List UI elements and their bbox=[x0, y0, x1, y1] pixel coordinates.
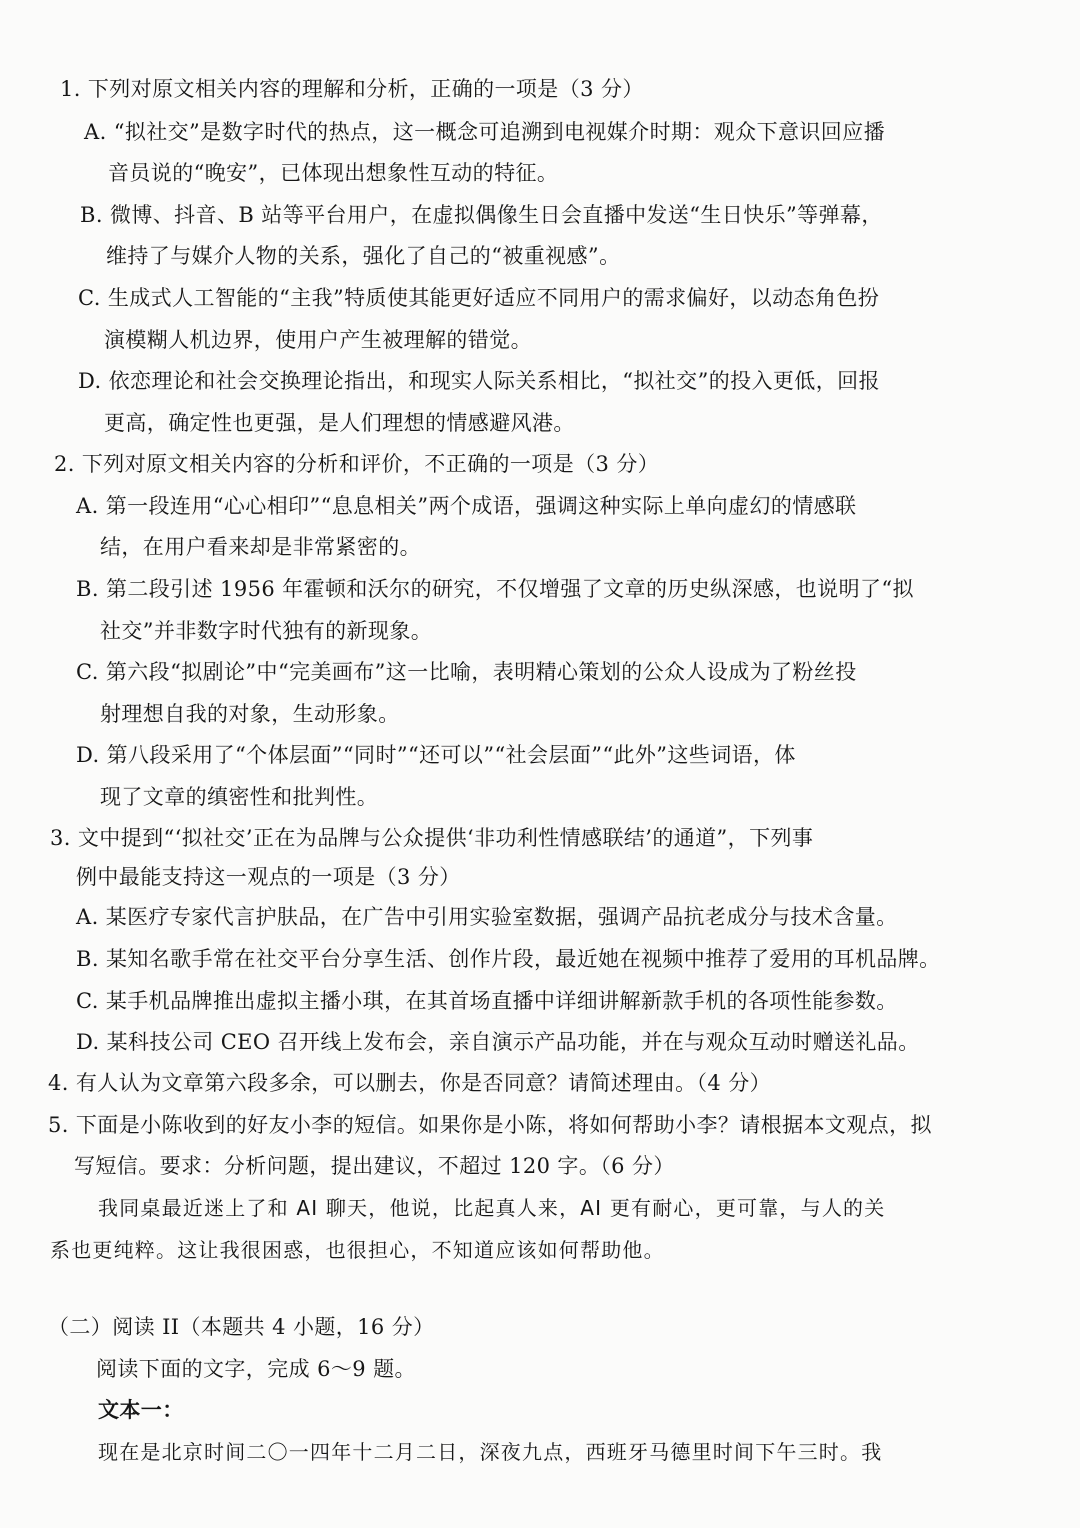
section-instruction: 阅读下面的文字，完成 6～9 题。 bbox=[96, 1357, 416, 1381]
text-one-first-line: 现在是北京时间二〇一四年十二月二日，深夜九点，西班牙马德里时间下午三时。我 bbox=[98, 1440, 883, 1464]
q5-message-line1: 我同桌最近迷上了和 AI 聊天，他说，比起真人来，AI 更有耐心，更可靠，与人的关 bbox=[98, 1196, 886, 1220]
q2-option-c-line1: C. 第六段“拟剧论”中“完美画布”这一比喻，表明精心策划的公众人设成为了粉丝投 bbox=[76, 660, 857, 684]
section-heading: （二）阅读 II（本题共 4 小题，16 分） bbox=[48, 1315, 435, 1339]
q2-option-a-line2: 结，在用户看来却是非常紧密的。 bbox=[100, 535, 421, 559]
q3-option-b: B. 某知名歌手常在社交平台分享生活、创作片段，最近她在视频中推荐了爱用的耳机品牌。 bbox=[76, 947, 941, 971]
q2-option-c-line2: 射理想自我的对象，生动形象。 bbox=[100, 702, 400, 726]
q1-option-b-line1: B. 微博、抖音、B 站等平台用户，在虚拟偶像生日会直播中发送“生日快乐”等弹幕， bbox=[80, 203, 883, 227]
q1-option-a-line1: A. “拟社交”是数字时代的热点，这一概念可追溯到电视媒介时期：观众下意识回应播 bbox=[84, 120, 885, 144]
q3-option-a: A. 某医疗专家代言护肤品，在广告中引用实验室数据，强调产品抗老成分与技术含量。 bbox=[76, 905, 898, 929]
q2-option-d-line2: 现了文章的缜密性和批判性。 bbox=[100, 785, 379, 809]
q1-option-d-line1: D. 依恋理论和社会交换理论指出，和现实人际关系相比，“拟社交”的投入更低，回报 bbox=[78, 369, 880, 393]
q4-stem: 4. 有人认为文章第六段多余，可以删去，你是否同意？请简述理由。（4 分） bbox=[48, 1071, 772, 1095]
q2-option-b-line1: B. 第二段引述 1956 年霍顿和沃尔的研究，不仅增强了文章的历史纵深感，也说明了“拟 bbox=[76, 577, 914, 601]
q3-stem-line2: 例中最能支持这一观点的一项是（3 分） bbox=[76, 865, 461, 889]
q1-option-b-line2: 维持了与媒介人物的关系，强化了自己的“被重视感”。 bbox=[106, 244, 621, 268]
q1-option-c-line1: C. 生成式人工智能的“主我”特质使其能更好适应不同用户的需求偏好，以动态角色扮 bbox=[78, 286, 880, 310]
text-one-label: 文本一： bbox=[98, 1397, 184, 1422]
q2-option-b-line2: 社交”并非数字时代独有的新现象。 bbox=[100, 619, 433, 643]
q5-stem-line1: 5. 下面是小陈收到的好友小李的短信。如果你是小陈，将如何帮助小李？请根据本文观点，拟 bbox=[48, 1113, 932, 1137]
q3-stem-line1: 3. 文中提到“‘拟社交’正在为品牌与公众提供‘非功利性情感联结’的通道”，下列事 bbox=[50, 826, 814, 850]
q1-option-c-line2: 演模糊人机边界，使用户产生被理解的错觉。 bbox=[104, 328, 532, 352]
q1-option-d-line2: 更高，确定性也更强，是人们理想的情感避风港。 bbox=[104, 411, 575, 435]
q1-option-a-line2: 音员说的“晚安”，已体现出想象性互动的特征。 bbox=[108, 161, 559, 185]
q2-stem: 2. 下列对原文相关内容的分析和评价，不正确的一项是（3 分） bbox=[54, 452, 660, 476]
q2-option-a-line1: A. 第一段连用“心心相印”“息息相关”两个成语，强调这种实际上单向虚幻的情感联 bbox=[76, 494, 857, 518]
q5-message-line2: 系也更纯粹。这让我很困惑，也很担心，不知道应该如何帮助他。 bbox=[50, 1238, 665, 1262]
q1-stem: 1. 下列对原文相关内容的理解和分析，正确的一项是（3 分） bbox=[60, 77, 644, 101]
q5-stem-line2: 写短信。要求：分析问题，提出建议，不超过 120 字。（6 分） bbox=[74, 1154, 675, 1178]
q3-option-c: C. 某手机品牌推出虚拟主播小琪，在其首场直播中详细讲解新款手机的各项性能参数。 bbox=[76, 989, 898, 1013]
q3-option-d: D. 某科技公司 CEO 召开线上发布会，亲自演示产品功能，并在与观众互动时赠送礼品。 bbox=[76, 1030, 920, 1054]
q2-option-d-line1: D. 第八段采用了“个体层面”“同时”“还可以”“社会层面”“此外”这些词语，体 bbox=[76, 743, 796, 767]
